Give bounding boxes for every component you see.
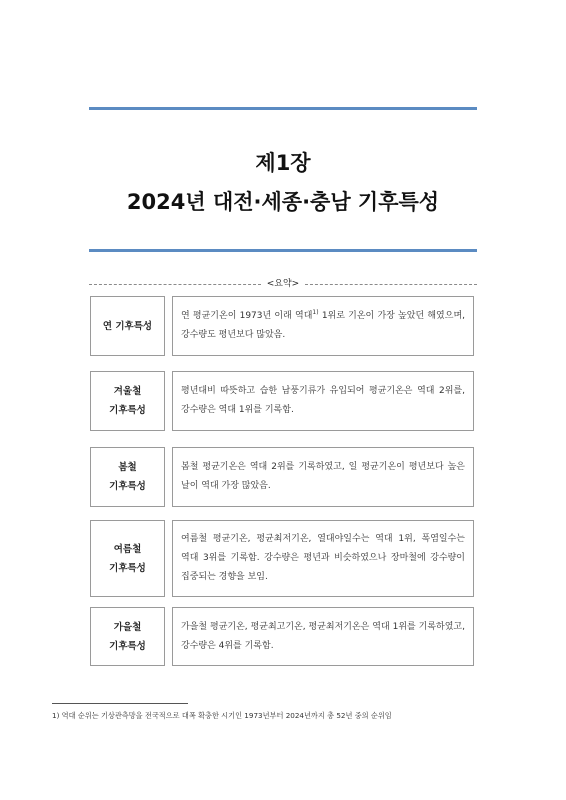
description-box	[172, 607, 474, 666]
summary-dash-left	[89, 284, 261, 285]
summary-row-autumn	[90, 607, 474, 666]
category-label-line1: 여름철	[113, 543, 142, 555]
description-text-part: 연 평균기온이 1973년 이래 역대	[181, 311, 313, 321]
description-box	[172, 296, 474, 356]
chapter-title: 제1장	[255, 151, 311, 175]
summary-row-spring	[90, 447, 474, 507]
footnote-ref: 1)	[312, 309, 319, 316]
page-title: 2024년 대전·세종·충남 기후특성	[126, 190, 440, 214]
category-box	[90, 447, 165, 507]
summary-dash-right	[305, 284, 477, 285]
category-label-line1: 겨울철	[113, 386, 142, 397]
description-text-part: 1위로 기온이 가장 높았던 해였으며, 강수량도 평년보다 많았음.	[181, 311, 465, 340]
category-label-line2: 기후특성	[109, 640, 146, 652]
category-box	[90, 296, 165, 356]
description-text: 평년대비 따뜻하고 습한 남풍기류가 유입되어 평균기온은 역대 2위를, 강수량은 역대 1위를 기록함.	[181, 386, 465, 415]
description-box	[172, 447, 474, 507]
footnote-rule	[52, 703, 188, 704]
summary-row-winter	[90, 371, 474, 431]
description-box	[172, 371, 474, 431]
category-box	[90, 371, 165, 431]
category-label-line2: 기후특성	[109, 481, 146, 492]
description-text: 여름철 평균기온, 평균최저기온, 열대야일수는 역대 1위, 폭염일수는 역대 3위를 기록함. 강수량은 평년과 비슷하였으나 장마철에 강수량이 집중되는 경향을 보임.	[181, 534, 465, 582]
description-box	[172, 520, 474, 597]
bottom-rule	[89, 249, 477, 252]
category-label-line2: 기후특성	[109, 562, 146, 574]
description-text: 가을철 평균기온, 평균최고기온, 평균최저기온은 역대 1위를 기록하였고, 강수량은 4위를 기록함.	[181, 621, 465, 651]
summary-label: <요약>	[266, 279, 300, 289]
top-rule	[89, 107, 477, 110]
category-label: 연 기후특성	[102, 320, 153, 332]
category-box	[90, 520, 165, 597]
category-label-line1: 가을철	[113, 621, 142, 633]
description-text: 봄철 평균기온은 역대 2위를 기록하였고, 일 평균기온이 평년보다 높은 날이 역대 가장 많았음.	[181, 462, 465, 491]
description-text	[181, 307, 465, 345]
category-label-line2: 기후특성	[109, 405, 146, 416]
footnote: 1) 역대 순위는 기상관측망을 전국적으로 대폭 확충한 시기인 1973년부터 2024년까지 총 52년 중의 순위임	[52, 711, 392, 720]
summary-row-annual	[90, 296, 474, 356]
category-box	[90, 607, 165, 666]
summary-header	[89, 277, 477, 291]
summary-row-summer	[90, 520, 474, 597]
category-label-line1: 봄철	[118, 462, 137, 473]
